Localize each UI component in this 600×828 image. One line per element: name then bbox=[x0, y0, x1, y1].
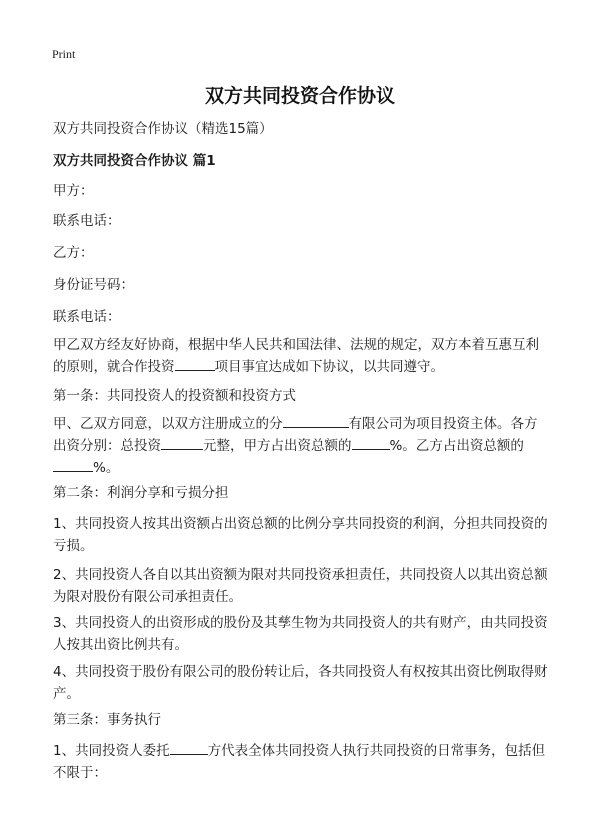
id-number-label: 身份证号码： bbox=[53, 277, 134, 293]
article-1-text-1: 甲、乙双方同意，以双方注册成立的分 bbox=[53, 416, 283, 432]
print-label: Print bbox=[52, 47, 76, 61]
article-1-text-4: %。乙方占出资总额的 bbox=[389, 438, 524, 454]
document-subtitle: 双方共同投资合作协议（精选15篇） bbox=[53, 121, 273, 137]
document-title: 双方共同投资合作协议 bbox=[204, 85, 395, 107]
article-1-text-2: 有限公司为项目投资主体。各方出资分别：总投资 bbox=[53, 416, 538, 454]
company-name-blank[interactable] bbox=[283, 413, 349, 428]
article-2-item-4: 4、共同投资于股份有限公司的股份转让后，各共同投资人有权按其出资比例取得财产。 bbox=[53, 664, 548, 702]
contact-phone-label-2: 联系电话： bbox=[53, 309, 121, 325]
article-1-text-5: %。 bbox=[93, 460, 120, 476]
intro-text-2: 项目事宜达成如下协议，以共同遵守。 bbox=[214, 359, 444, 375]
party-a-label: 甲方： bbox=[53, 183, 94, 199]
article-1-title: 第一条：共同投资人的投资额和投资方式 bbox=[53, 388, 296, 404]
article-2-item-2: 2、共同投资人各自以其出资额为限对共同投资承担责任，共同投资人以其出资总额为限对股份有限公司承担责任。 bbox=[53, 567, 548, 605]
article-3-title: 第三条：事务执行 bbox=[53, 712, 161, 728]
article-1-text-3: 元整，甲方占出资总额的 bbox=[203, 438, 352, 454]
intro-paragraph bbox=[53, 334, 550, 378]
article-3-text-2: 方代表全体共同投资人执行共同投资的日常事务，包括但不限于： bbox=[53, 743, 546, 781]
article-2-item-1: 1、共同投资人按其出资额占出资总额的比例分享共同投资的利润，分担共同投资的亏损。 bbox=[53, 516, 548, 554]
article-3-item-1 bbox=[53, 740, 550, 784]
article-2-item-3: 3、共同投资人的出资形成的股份及其孳生物为共同投资人的共有财产，由共同投资人按其出资比例共有。 bbox=[53, 615, 548, 653]
party-b-share-blank[interactable] bbox=[53, 457, 93, 472]
section-heading: 双方共同投资合作协议 篇1 bbox=[53, 153, 216, 169]
article-3-text-1: 1、共同投资人委托 bbox=[53, 743, 170, 759]
article-1-paragraph bbox=[53, 413, 550, 479]
intro-text-1: 甲乙双方经友好协商，根据中华人民共和国法律、法规的规定，双方本着互惠互利的原则，就合作投资 bbox=[53, 337, 539, 375]
delegate-party-blank[interactable] bbox=[170, 740, 208, 755]
party-b-label: 乙方： bbox=[53, 245, 94, 261]
total-investment-blank[interactable] bbox=[161, 435, 203, 450]
contact-phone-label-1: 联系电话： bbox=[53, 213, 121, 229]
article-2-title: 第二条：利润分享和亏损分担 bbox=[53, 485, 229, 501]
party-a-share-blank[interactable] bbox=[352, 435, 390, 450]
project-name-blank[interactable] bbox=[175, 356, 215, 371]
